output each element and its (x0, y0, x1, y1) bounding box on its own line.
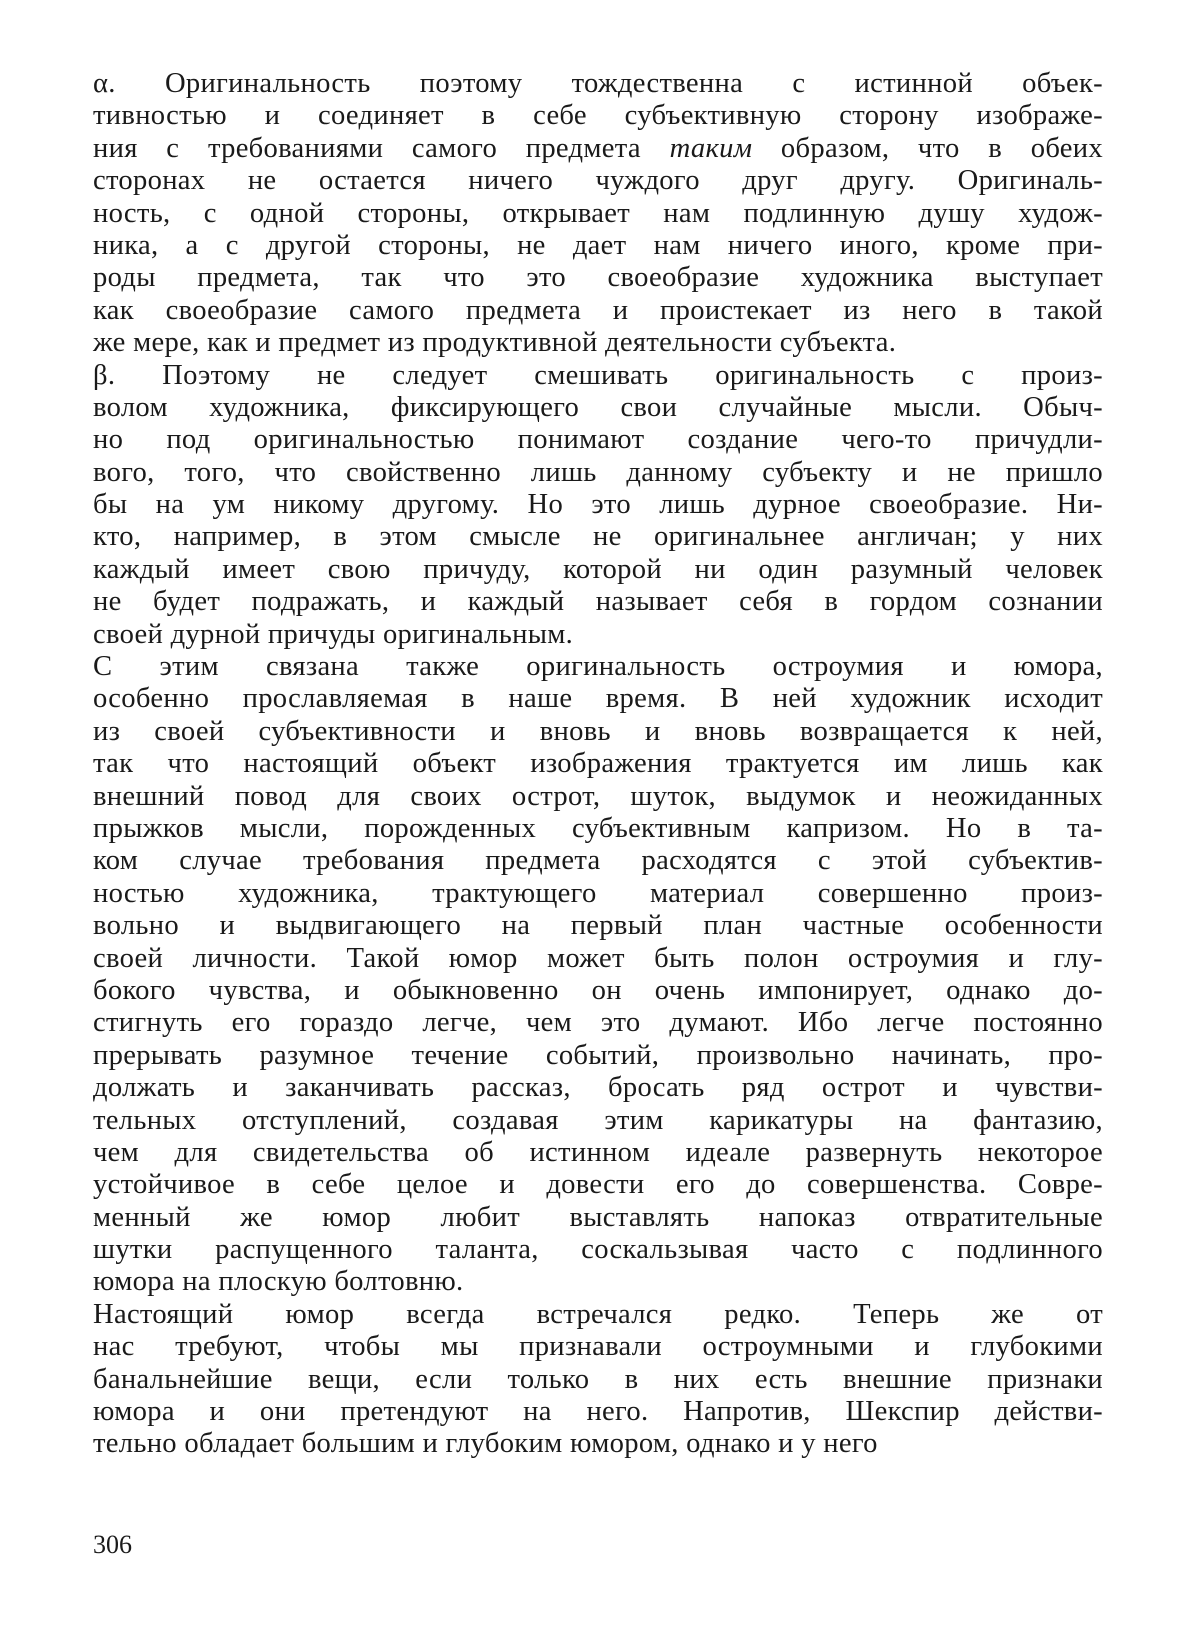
text-line: юмора на плоскую болтовню. (93, 1266, 464, 1298)
text-line: не будет подражать, и каждый называет себя в гордом сознании (93, 586, 1103, 618)
text-line: прыжков мысли, порожденных субъективным капризом. Но в та- (93, 812, 1103, 844)
text-line: устойчивое в себе целое и довести его до совершенства. Совре- (93, 1169, 1103, 1201)
text-line: ника, а с другой стороны, не дает нам ничего иного, кроме при- (93, 229, 1103, 261)
text-line: шутки распущенного таланта, соскальзывая часто с подлинного (93, 1234, 1103, 1266)
body-text (93, 68, 1103, 1461)
paragraph (93, 68, 1103, 360)
text-line: ком случае требования предмета расходятся с этой субъектив- (93, 845, 1103, 877)
text-line: ния с требованиями самого предмета таким образом, что в обеих (93, 132, 1103, 164)
page-number: 306 (93, 1530, 132, 1559)
text-line: как своеобразие самого предмета и проистекает из него в такой (93, 294, 1103, 326)
text-line: юмора и они претендуют на него. Напротив, Шекспир действи- (93, 1396, 1103, 1428)
paragraph (93, 1299, 1103, 1461)
text-line: вольно и выдвигающего на первый план частные особенности (93, 910, 1103, 942)
text-line: α. Оригинальность поэтому тождественна с истинной объек- (93, 68, 1103, 99)
text-line: вого, того, что свойственно лишь данному субъекту и не пришло (93, 456, 1103, 488)
text-line: ность, с одной стороны, открывает нам подлинную душу худож- (93, 197, 1103, 229)
text-line: Настоящий юмор всегда встречался редко. Теперь же от (93, 1298, 1103, 1330)
text-line: прерывать разумное течение событий, произвольно начинать, про- (93, 1039, 1103, 1071)
text-line: бы на ум никому другому. Но это лишь дурное своеобразие. Ни- (93, 489, 1103, 521)
text-line: тивностью и соединяет в себе субъективную сторону изображе- (93, 100, 1103, 132)
text-line: β. Поэтому не следует смешивать оригинальность с произ- (93, 359, 1103, 391)
text-line: нас требуют, чтобы мы признавали остроумными и глубокими (93, 1331, 1103, 1363)
text-line: менный же юмор любит выставлять напоказ отвратительные (93, 1201, 1103, 1233)
text-line: тельных отступлений, создавая этим карикатуры на фантазию, (93, 1104, 1103, 1136)
text-line: С этим связана также оригинальность остроумия и юмора, (93, 651, 1103, 683)
text-line: внешний повод для своих острот, шуток, выдумок и неожиданных (93, 780, 1103, 812)
text-line: банальнейшие вещи, если только в них есть внешние признаки (93, 1363, 1103, 1395)
text-line: кто, например, в этом смысле не оригинальнее англичан; у них (93, 521, 1103, 553)
text-line: каждый имеет свою причуду, которой ни один разумный человек (93, 553, 1103, 585)
paragraph (93, 360, 1103, 652)
text-line: особенно прославляемая в наше время. В ней художник исходит (93, 683, 1103, 715)
text-line: из своей субъективности и вновь и вновь возвращается к ней, (93, 715, 1103, 747)
text-line: своей личности. Такой юмор может быть полон остроумия и глу- (93, 942, 1103, 974)
text-line: должать и заканчивать рассказ, бросать ряд острот и чувстви- (93, 1072, 1103, 1104)
text-line: бокого чувства, и обыкновенно он очень импонирует, однако до- (93, 974, 1103, 1006)
text-line: волом художника, фиксирующего свои случайные мысли. Обыч- (93, 391, 1103, 423)
text-line: же мере, как и предмет из продуктивной деятельности субъекта. (93, 327, 897, 359)
text-line: ностью художника, трактующего материал совершенно произ- (93, 877, 1103, 909)
text-line: сторонах не остается ничего чуждого друг другу. Оригиналь- (93, 165, 1103, 197)
text-line: так что настоящий объект изображения трактуется им лишь как (93, 748, 1103, 780)
text-line: своей дурной причуды оригинальным. (93, 618, 574, 650)
text-line: тельно обладает большим и глубоким юмором, однако и у него (93, 1428, 878, 1460)
text-line: стигнуть его гораздо легче, чем это думают. Ибо легче постоянно (93, 1007, 1103, 1039)
text-line: роды предмета, так что это своеобразие художника выступает (93, 262, 1103, 294)
text-line: но под оригинальностью понимают создание чего-то причудли- (93, 424, 1103, 456)
text-line: чем для свидетельства об истинном идеале развернуть некоторое (93, 1136, 1103, 1168)
paragraph (93, 651, 1103, 1299)
